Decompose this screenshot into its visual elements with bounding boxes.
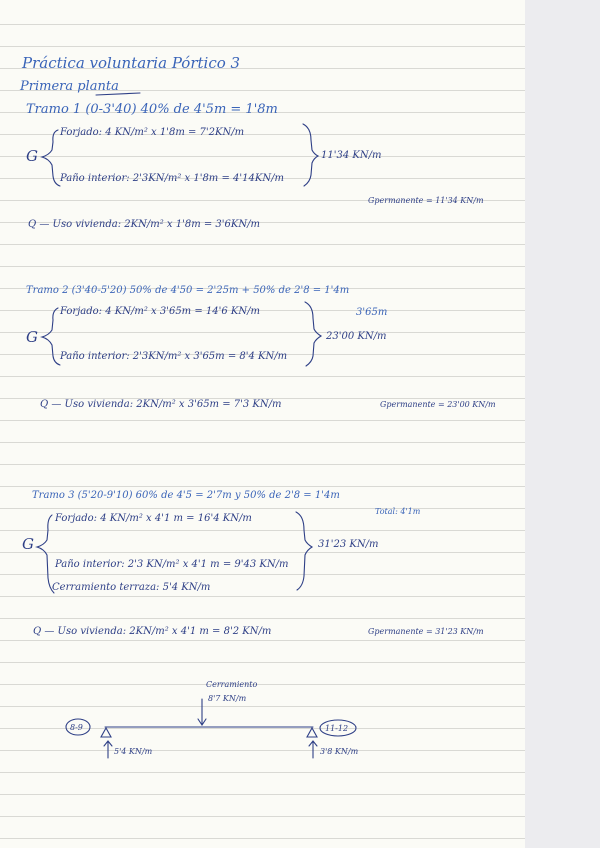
tramo2-forjado: Forjado: 4 KN/m² x 3'65m = 14'6 KN/m bbox=[60, 306, 260, 317]
tramo1-left-brace bbox=[42, 130, 60, 186]
point-load-arrow bbox=[198, 699, 206, 725]
left-reaction-label: 5'4 KN/m bbox=[114, 747, 153, 756]
tramo2-g-permanente: Gpermanente = 23'00 KN/m bbox=[380, 400, 496, 409]
tramo1-q-line: Q — Uso vivienda: 2KN/m² x 1'8m = 3'6KN/m bbox=[28, 219, 260, 230]
left-support bbox=[101, 728, 111, 737]
tramo1-heading: Tramo 1 (0-3'40) 40% de 4'5m = 1'8m bbox=[26, 102, 278, 117]
tramo2-heading: Tramo 2 (3'40-5'20) 50% de 4'50 = 2'25m + 50% de 2'8 = 1'4m bbox=[26, 285, 350, 296]
tramo2-pano-interior: Paño interior: 2'3KN/m² x 3'65m = 8'4 KN/m bbox=[60, 351, 288, 362]
tramo3-g-symbol: G bbox=[22, 535, 34, 553]
tramo3-pano-interior: Paño interior: 2'3 KN/m² x 4'1 m = 9'43 KN/m bbox=[55, 559, 289, 570]
tramo1-forjado: Forjado: 4 KN/m² x 1'8m = 7'2KN/m bbox=[60, 127, 245, 138]
tramo3-heading: Tramo 3 (5'20-9'10) 60% de 4'5 = 2'7m y 50% de 2'8 = 1'4m bbox=[32, 490, 340, 501]
tramo2-q-line: Q — Uso vivienda: 2KN/m² x 3'65m = 7'3 KN/m bbox=[40, 399, 282, 410]
tramo3-q-line: Q — Uso vivienda: 2KN/m² x 4'1 m = 8'2 KN/m bbox=[33, 626, 272, 637]
tramo2-right-brace bbox=[305, 302, 321, 366]
tramo3-forjado: Forjado: 4 KN/m² x 4'1 m = 16'4 KN/m bbox=[55, 513, 252, 524]
tramo3-right-brace bbox=[296, 512, 312, 590]
right-node-circle bbox=[320, 720, 356, 736]
tramo1-g-total: 11'34 KN/m bbox=[321, 150, 382, 161]
right-reaction-label: 3'8 KN/m bbox=[320, 747, 359, 756]
tramo3-width-total: Total: 4'1m bbox=[375, 507, 421, 516]
tramo2-width-total: 3'65m bbox=[356, 307, 388, 318]
section-subtitle: Primera planta bbox=[20, 79, 119, 94]
tramo1-right-brace bbox=[303, 124, 318, 186]
right-reaction-arrow bbox=[309, 741, 317, 758]
tramo3-cerramiento: Cerramiento terraza: 5'4 KN/m bbox=[52, 582, 211, 593]
tramo2-left-brace bbox=[42, 308, 60, 365]
tramo3-g-total: 31'23 KN/m bbox=[318, 539, 379, 550]
tramo1-pano-interior: Paño interior: 2'3KN/m² x 1'8m = 4'14KN/m bbox=[60, 173, 284, 184]
right-node-label: 11-12 bbox=[325, 724, 349, 733]
tramo2-g-symbol: G bbox=[26, 328, 38, 346]
page-title: Práctica voluntaria Pórtico 3 bbox=[22, 54, 241, 72]
margin-strip bbox=[525, 0, 600, 848]
left-node-circle bbox=[66, 719, 90, 735]
subtitle-underline bbox=[96, 93, 140, 95]
left-node-label: 8-9 bbox=[70, 723, 83, 732]
point-load-label: Cerramiento bbox=[206, 680, 258, 689]
tramo1-g-symbol: G bbox=[26, 147, 38, 165]
tramo1-g-permanente: Gpermanente = 11'34 KN/m bbox=[368, 196, 484, 205]
point-load-value: 8'7 KN/m bbox=[208, 694, 247, 703]
tramo3-left-brace bbox=[37, 515, 54, 593]
left-reaction-arrow bbox=[104, 741, 112, 758]
tramo2-g-total: 23'00 KN/m bbox=[326, 331, 387, 342]
tramo3-g-permanente: Gpermanente = 31'23 KN/m bbox=[368, 627, 484, 636]
right-support bbox=[307, 728, 317, 737]
